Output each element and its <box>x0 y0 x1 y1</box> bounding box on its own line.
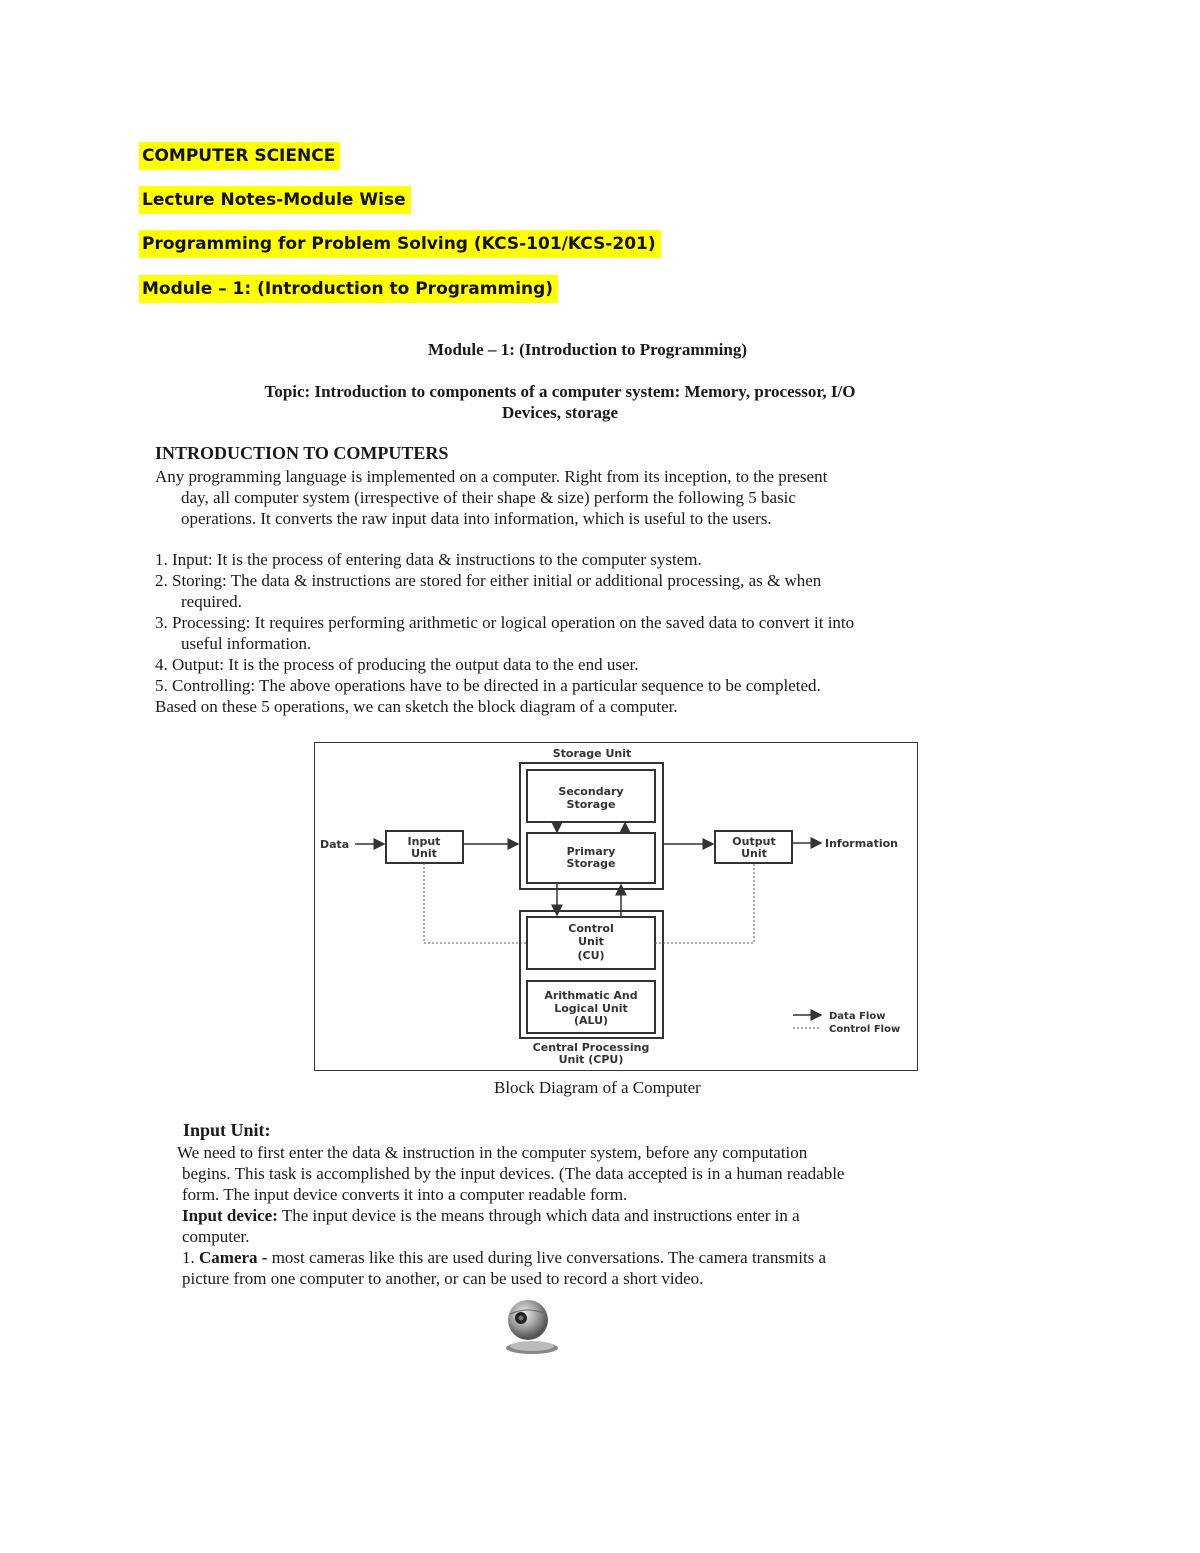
cpu-label-2: Unit (CPU) <box>558 1053 624 1066</box>
intro-heading: INTRODUCTION TO COMPUTERS <box>155 443 449 463</box>
storage-unit-box <box>520 763 663 889</box>
information-label: Information <box>825 837 898 850</box>
intro-line: Any programming language is implemented on a computer. Right from its inception, to the present <box>155 467 828 486</box>
highlight-subject: Programming for Problem Solving (KCS-101/KCS-201) <box>139 230 661 258</box>
block-diagram <box>314 742 918 1071</box>
topic-line-2: Devices, storage <box>501 403 619 422</box>
cpu-label-1: Central Processing <box>532 1041 650 1054</box>
operations-list <box>155 549 925 717</box>
data-label: Data <box>320 838 350 851</box>
intro-line: day, all computer system (irrespective of their shape & size) perform the following 5 basic <box>181 488 796 507</box>
input-device-line <box>177 1205 917 1226</box>
input-unit-line: begins. This task is accomplished by the input devices. (The data accepted is in a human readable <box>182 1164 845 1183</box>
intro-paragraph <box>155 466 915 529</box>
output-label-2: Unit <box>741 847 767 860</box>
highlight-course: COMPUTER SCIENCE <box>139 142 340 170</box>
alu-label-3: (ALU) <box>573 1014 609 1027</box>
secondary-label-1: Secondary <box>558 785 624 798</box>
input-unit-line: We need to first enter the data & instruction in the computer system, before any computation <box>177 1143 808 1162</box>
list-item: Based on these 5 operations, we can sketch the block diagram of a computer. <box>155 697 678 716</box>
control-flow-input <box>424 863 527 943</box>
primary-label-1: Primary <box>566 845 616 858</box>
control-flow-output <box>655 863 754 943</box>
alu-label-2: Logical Unit <box>554 1002 628 1015</box>
input-device-text: The input device is the means through which data and instructions enter in a <box>277 1206 800 1225</box>
list-item: useful information. <box>181 634 312 653</box>
secondary-label-2: Storage <box>566 798 616 811</box>
control-label-3: (CU) <box>577 949 605 962</box>
webcam-icon <box>500 1296 564 1356</box>
camera-label: Camera - <box>199 1248 268 1267</box>
highlight-notes: Lecture Notes-Module Wise <box>139 186 411 214</box>
camera-text: most cameras like this are used during live conversations. The camera transmits a <box>267 1248 827 1267</box>
list-item: 1. Input: It is the process of entering data & instructions to the computer system. <box>155 550 702 569</box>
topic-line-1: Topic: Introduction to components of a computer system: Memory, processor, I/O <box>264 382 856 401</box>
module-title: Module – 1: (Introduction to Programming) <box>427 340 748 359</box>
input-device-line-2: computer. <box>182 1227 250 1246</box>
list-item: 4. Output: It is the process of producing the output data to the end user. <box>155 655 639 674</box>
input-label-1: Input <box>407 835 441 848</box>
control-label-2: Unit <box>578 935 604 948</box>
list-item: required. <box>181 592 242 611</box>
input-unit-heading: Input Unit: <box>183 1120 271 1140</box>
storage-unit-label: Storage Unit <box>552 747 632 760</box>
list-item: 2. Storing: The data & instructions are stored for either initial or additional processing, as & when <box>155 571 822 590</box>
alu-label-1: Arithmatic And <box>544 989 638 1002</box>
legend-data-flow: Data Flow <box>829 1011 886 1022</box>
input-label-2: Unit <box>411 847 437 860</box>
legend-control-flow: Control Flow <box>829 1024 901 1035</box>
control-label-1: Control <box>568 922 614 935</box>
camera-number: 1. <box>182 1248 199 1267</box>
camera-line <box>177 1247 917 1268</box>
camera-line-2: picture from one computer to another, or can be used to record a short video. <box>182 1269 704 1288</box>
input-unit-line: form. The input device converts it into a computer readable form. <box>182 1185 628 1204</box>
list-item: 5. Controlling: The above operations have to be directed in a particular sequence to be completed. <box>155 676 821 695</box>
list-item: 3. Processing: It requires performing arithmetic or logical operation on the saved data to convert it into <box>155 613 855 632</box>
block-diagram-svg <box>315 743 917 1070</box>
output-label-1: Output <box>732 835 776 848</box>
highlight-module: Module – 1: (Introduction to Programming) <box>139 275 558 303</box>
primary-label-2: Storage <box>566 857 616 870</box>
input-device-label: Input device: <box>182 1206 278 1225</box>
input-unit-paragraph <box>177 1142 917 1289</box>
diagram-caption: Block Diagram of a Computer <box>494 1078 701 1097</box>
intro-line: operations. It converts the raw input data into information, which is useful to the users. <box>181 509 772 528</box>
